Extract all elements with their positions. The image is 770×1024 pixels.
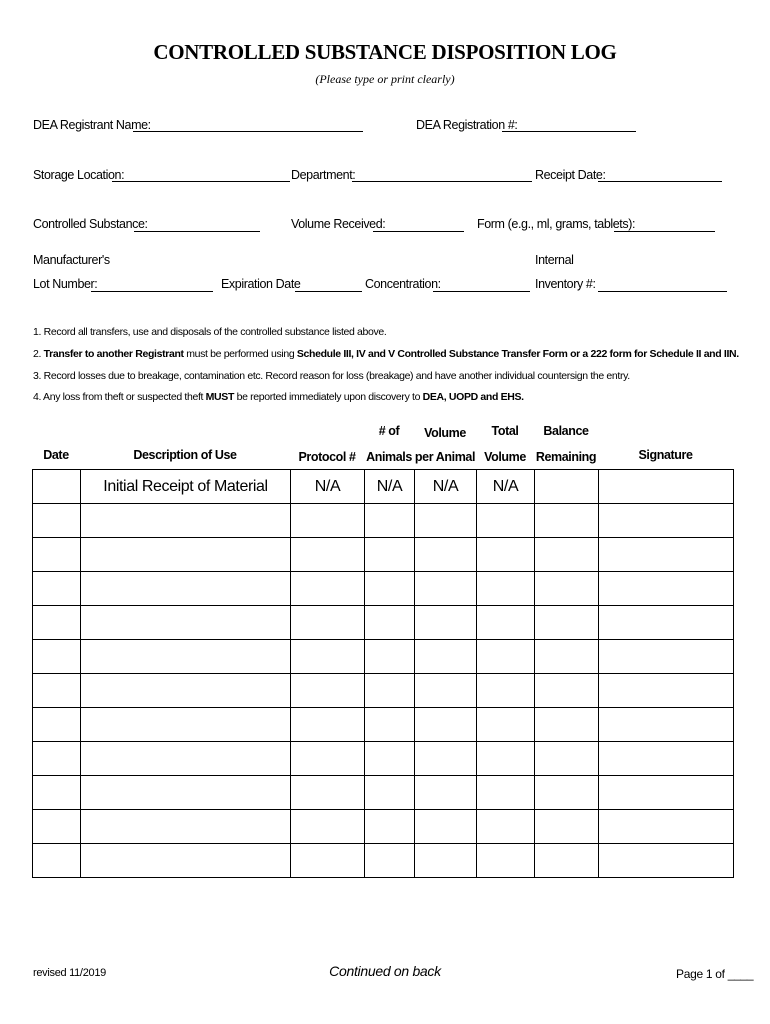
- cell-signature[interactable]: [599, 844, 734, 878]
- table-row: [33, 844, 734, 878]
- registration-number-label: DEA Registration #:: [416, 118, 518, 132]
- concentration-label: Concentration:: [365, 277, 441, 291]
- form-subtitle: (Please type or print clearly): [315, 72, 455, 86]
- cell-signature[interactable]: [599, 572, 734, 606]
- cell-signature[interactable]: [599, 606, 734, 640]
- instruction-4-text-a: 4. Any loss from theft or suspected theft: [33, 391, 206, 403]
- cell-date[interactable]: [33, 606, 81, 640]
- storage-location-field[interactable]: [112, 181, 290, 182]
- cell-balance[interactable]: [535, 640, 599, 674]
- cell-protocol[interactable]: [291, 640, 365, 674]
- header-balance-2: Remaining: [535, 450, 597, 464]
- manufacturer-label: Manufacturer's: [33, 253, 110, 267]
- cell-total[interactable]: [477, 810, 535, 844]
- cell-volume[interactable]: [415, 640, 477, 674]
- cell-date[interactable]: [33, 504, 81, 538]
- lot-number-label: Lot Number:: [33, 277, 98, 291]
- cell-animals[interactable]: [365, 504, 415, 538]
- cell-protocol[interactable]: [291, 742, 365, 776]
- expiration-date-label: Expiration Date: [221, 277, 301, 291]
- cell-total[interactable]: [477, 572, 535, 606]
- table-row: [33, 572, 734, 606]
- volume-received-label: Volume Received:: [291, 217, 386, 231]
- cell-date[interactable]: [33, 674, 81, 708]
- cell-balance[interactable]: [535, 776, 599, 810]
- table-row: [33, 810, 734, 844]
- instruction-1: 1. Record all transfers, use and disposals of the controlled substance listed above.: [33, 326, 387, 338]
- cell-description[interactable]: [81, 504, 291, 538]
- cell-description[interactable]: [81, 606, 291, 640]
- cell-date[interactable]: [33, 572, 81, 606]
- instruction-4: [33, 391, 524, 403]
- cell-protocol[interactable]: [291, 708, 365, 742]
- cell-volume[interactable]: [415, 708, 477, 742]
- cell-animals[interactable]: [365, 776, 415, 810]
- cell-balance[interactable]: [535, 504, 599, 538]
- cell-balance[interactable]: [535, 708, 599, 742]
- cell-total[interactable]: [477, 844, 535, 878]
- cell-description[interactable]: [81, 674, 291, 708]
- cell-animals[interactable]: [365, 810, 415, 844]
- registrant-name-label: DEA Registrant Name:: [33, 118, 151, 132]
- table-row: [33, 742, 734, 776]
- cell-volume[interactable]: [415, 742, 477, 776]
- cell-protocol[interactable]: [291, 504, 365, 538]
- table-row: [33, 606, 734, 640]
- header-total-1: Total: [491, 424, 519, 438]
- cell-animals[interactable]: [365, 640, 415, 674]
- cell-animals[interactable]: [365, 572, 415, 606]
- table-row: [33, 640, 734, 674]
- department-label: Department:: [291, 168, 356, 182]
- cell-description[interactable]: [81, 742, 291, 776]
- controlled-substance-label: Controlled Substance:: [33, 217, 148, 231]
- instruction-2-text: must be performed using: [183, 348, 297, 360]
- cell-balance[interactable]: [535, 742, 599, 776]
- cell-protocol[interactable]: [291, 810, 365, 844]
- cell-volume[interactable]: [415, 572, 477, 606]
- expiration-date-field[interactable]: [295, 291, 362, 292]
- cell-volume[interactable]: [415, 538, 477, 572]
- cell-balance[interactable]: [535, 810, 599, 844]
- cell-volume[interactable]: [415, 504, 477, 538]
- cell-animals[interactable]: [365, 674, 415, 708]
- cell-balance[interactable]: [535, 470, 599, 504]
- cell-volume[interactable]: [415, 776, 477, 810]
- cell-signature[interactable]: [599, 640, 734, 674]
- cell-date[interactable]: [33, 538, 81, 572]
- header-date: Date: [43, 448, 69, 462]
- table-row: [33, 708, 734, 742]
- header-volume-1: Volume: [424, 426, 466, 440]
- cell-date[interactable]: [33, 776, 81, 810]
- inventory-number-label: Inventory #:: [535, 277, 596, 291]
- form-type-field[interactable]: [614, 231, 715, 232]
- cell-animals[interactable]: N/A: [365, 470, 415, 504]
- cell-total[interactable]: [477, 504, 535, 538]
- cell-animals[interactable]: [365, 844, 415, 878]
- table-row: [33, 674, 734, 708]
- cell-balance[interactable]: [535, 538, 599, 572]
- cell-description[interactable]: [81, 640, 291, 674]
- cell-signature[interactable]: [599, 470, 734, 504]
- cell-volume[interactable]: [415, 606, 477, 640]
- cell-total[interactable]: [477, 742, 535, 776]
- instruction-3: 3. Record losses due to breakage, contamination etc. Record reason for loss (breakage) and have another individual countersign the entry.: [33, 370, 630, 382]
- disposition-log-table: [32, 469, 734, 878]
- cell-balance[interactable]: [535, 674, 599, 708]
- cell-signature[interactable]: [599, 810, 734, 844]
- header-animals-2: Animals: [366, 450, 412, 464]
- page-number: Page 1 of ____: [676, 967, 754, 981]
- cell-description[interactable]: [81, 708, 291, 742]
- cell-protocol[interactable]: [291, 776, 365, 810]
- cell-signature[interactable]: [599, 538, 734, 572]
- cell-total[interactable]: [477, 538, 535, 572]
- cell-protocol[interactable]: N/A: [291, 470, 365, 504]
- cell-description[interactable]: Initial Receipt of Material: [81, 470, 291, 504]
- controlled-substance-field[interactable]: [134, 231, 260, 232]
- cell-animals[interactable]: [365, 538, 415, 572]
- cell-description[interactable]: [81, 844, 291, 878]
- instruction-2-bold-b: Schedule III, IV and V Controlled Substance Transfer Form or a 222 form for Schedule II and IIN.: [296, 348, 739, 360]
- cell-protocol[interactable]: [291, 844, 365, 878]
- receipt-date-label: Receipt Date:: [535, 168, 606, 182]
- cell-volume[interactable]: [415, 674, 477, 708]
- cell-description[interactable]: [81, 810, 291, 844]
- cell-date[interactable]: [33, 844, 81, 878]
- cell-total[interactable]: [477, 708, 535, 742]
- header-volume-2: per Animal: [414, 450, 476, 464]
- inventory-number-field[interactable]: [598, 291, 727, 292]
- cell-total[interactable]: [477, 606, 535, 640]
- cell-total[interactable]: N/A: [477, 470, 535, 504]
- continued-note: Continued on back: [329, 963, 441, 979]
- cell-date[interactable]: [33, 742, 81, 776]
- department-field[interactable]: [352, 181, 532, 182]
- cell-signature[interactable]: [599, 674, 734, 708]
- cell-balance[interactable]: [535, 572, 599, 606]
- instruction-2-num: 2.: [33, 348, 44, 360]
- cell-date[interactable]: [33, 708, 81, 742]
- cell-description[interactable]: [81, 572, 291, 606]
- header-signature: Signature: [638, 448, 693, 462]
- registrant-name-field[interactable]: [133, 131, 363, 132]
- cell-protocol[interactable]: [291, 572, 365, 606]
- cell-signature[interactable]: [599, 504, 734, 538]
- revision-note: revised 11/2019: [33, 967, 106, 979]
- internal-label: Internal: [535, 253, 574, 267]
- cell-total[interactable]: [477, 776, 535, 810]
- concentration-field[interactable]: [433, 291, 530, 292]
- cell-animals[interactable]: [365, 606, 415, 640]
- cell-animals[interactable]: [365, 708, 415, 742]
- header-animals-1: # of: [378, 424, 400, 438]
- instruction-4-bold-b: DEA, UOPD and EHS.: [422, 391, 524, 403]
- instruction-2-bold-a: Transfer to another Registrant: [43, 348, 184, 360]
- receipt-date-field[interactable]: [598, 181, 722, 182]
- registration-number-field[interactable]: [502, 131, 636, 132]
- cell-signature[interactable]: [599, 708, 734, 742]
- table-row: [33, 776, 734, 810]
- storage-location-label: Storage Location:: [33, 168, 125, 182]
- cell-protocol[interactable]: [291, 674, 365, 708]
- table-row: [33, 538, 734, 572]
- cell-balance[interactable]: [535, 606, 599, 640]
- cell-description[interactable]: [81, 776, 291, 810]
- cell-volume[interactable]: [415, 844, 477, 878]
- header-balance-1: Balance: [543, 424, 589, 438]
- instruction-4-text-b: be reported immediately upon discovery to: [234, 391, 423, 403]
- cell-total[interactable]: [477, 674, 535, 708]
- cell-volume[interactable]: N/A: [415, 470, 477, 504]
- cell-balance[interactable]: [535, 844, 599, 878]
- cell-protocol[interactable]: [291, 606, 365, 640]
- cell-date[interactable]: [33, 640, 81, 674]
- form-type-label: Form (e.g., ml, grams, tablets):: [477, 217, 636, 231]
- header-protocol: Protocol #: [298, 450, 356, 464]
- table-row: [33, 504, 734, 538]
- instruction-2: [33, 348, 739, 360]
- cell-volume[interactable]: [415, 810, 477, 844]
- cell-date[interactable]: [33, 470, 81, 504]
- cell-protocol[interactable]: [291, 538, 365, 572]
- table-row: [33, 470, 734, 504]
- form-title: CONTROLLED SUBSTANCE DISPOSITION LOG: [153, 40, 617, 64]
- cell-signature[interactable]: [599, 742, 734, 776]
- cell-total[interactable]: [477, 640, 535, 674]
- cell-date[interactable]: [33, 810, 81, 844]
- instruction-4-bold-a: MUST: [205, 391, 235, 403]
- header-description: Description of Use: [133, 448, 237, 462]
- header-total-2: Volume: [484, 450, 526, 464]
- volume-received-field[interactable]: [373, 231, 464, 232]
- lot-number-field[interactable]: [91, 291, 213, 292]
- cell-description[interactable]: [81, 538, 291, 572]
- cell-animals[interactable]: [365, 742, 415, 776]
- cell-signature[interactable]: [599, 776, 734, 810]
